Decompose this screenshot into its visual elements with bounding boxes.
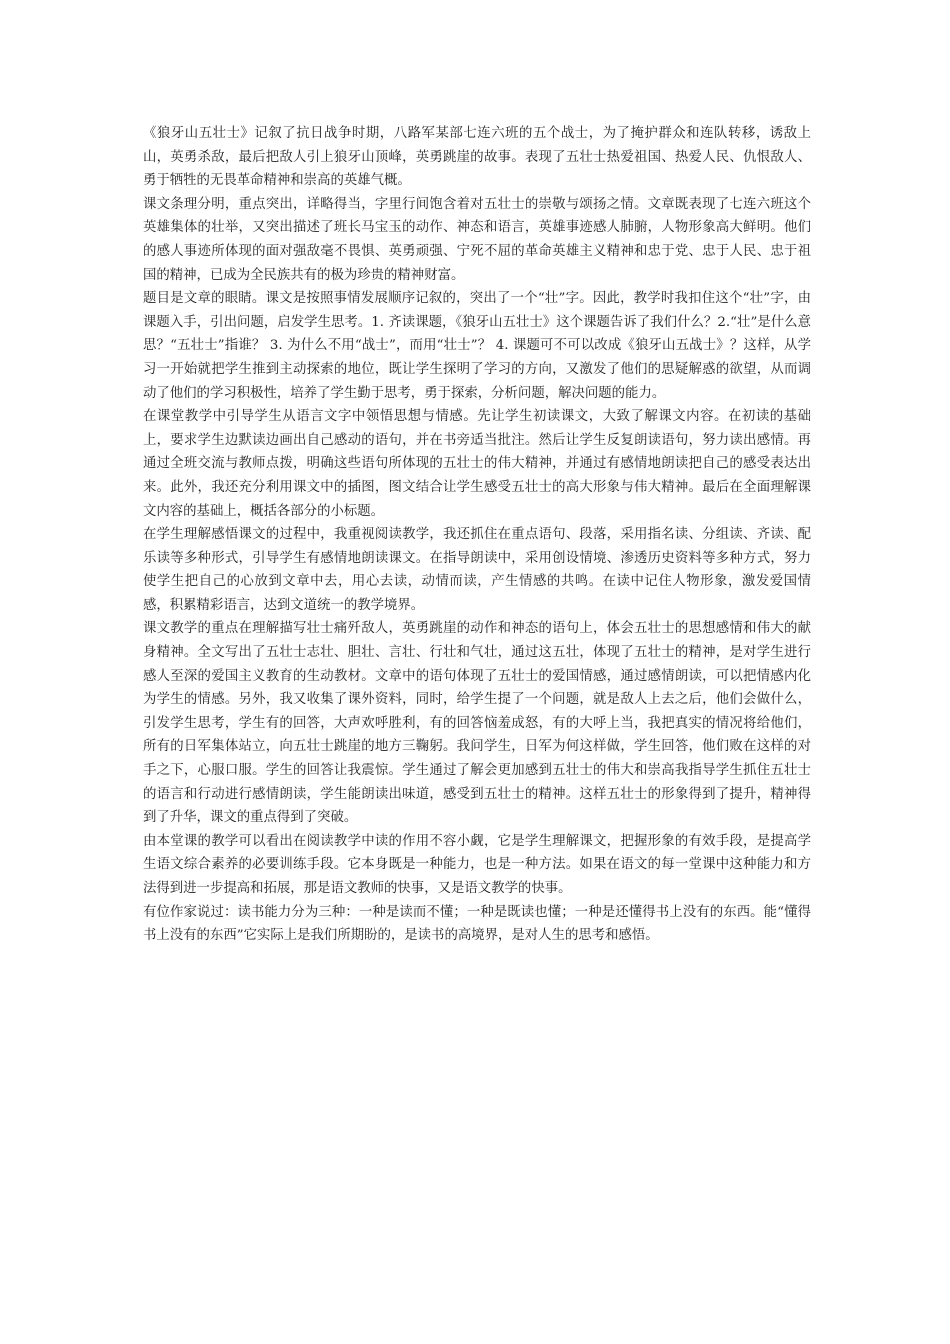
paragraph-reflection: 由本堂课的教学可以看出在阅读教学中读的作用不容小觑，它是学生理解课文，把握形象的有效手段，是提高学生语文综合素养的必要训练手段。它本身既是一种能力，也是一种方法。如果在语文的每一堂课中这种能力和方法得到进一步提高和拓展，那是语文教师的快事，又是语文教学的快事。 [143,833,811,896]
paragraph-intro: 《狼牙山五壮士》记叙了抗日战争时期，八路军某部七连六班的五个战士，为了掩护群众和连队转移，诱敌上山，英勇杀敌，最后把敌人引上狼牙山顶峰，英勇跳崖的故事。表现了五壮士热爱祖国、热爱人民、仇恨敌人、勇于牺牲的无畏革命精神和崇高的英雄气概。 [143,126,811,189]
document-body [143,122,811,948]
paragraph-structure: 课文条理分明，重点突出，详略得当，字里行间饱含着对五壮士的崇敬与颂扬之情。文章既表现了七连六班这个英雄集体的壮举，又突出描述了班长马宝玉的动作、神态和语言，英雄事迹感人肺腑，人物形象高大鲜明。他们的感人事迹所体现的面对强敌毫不畏惧、英勇顽强、宁死不屈的革命英雄主义精神和忠于党、忠于人民、忠于祖国的精神，已成为全民族共有的极为珍贵的精神财富。 [143,196,811,283]
paragraph-reading-instruction: 在学生理解感悟课文的过程中，我重视阅读教学，我还抓住在重点语句、段落，采用指名读、分组读、齐读、配乐读等多种形式，引导学生有感情地朗读课文。在指导朗读中，采用创设情境、渗透历史资料等多种方式，努力使学生把自己的心放到文章中去，用心去读，动情而读，产生情感的共鸣。在读中记住人物形象，激发爱国情感，积累精彩语言，达到文道统一的教学境界。 [143,527,811,613]
paragraph-title-analysis: 题目是文章的眼睛。课文是按照事情发展顺序记叙的，突出了一个“壮”字。因此，教学时我扣住这个“壮”字，由课题入手，引出问题，启发学生思考。1. 齐读课题，《狼牙山五壮士》这个课题告诉了我们什么？2.“壮”是什么意思？“五壮士”指谁？ 3. 为什么不用“战士”，而用“壮士”？ 4. 课题可不可以改成《狼牙山五战士》？这样，从学习一开始就把学生推到主动探索的地位，既让学生探明了学习的方向，又激发了他们的思疑解惑的欲望，从而调动了他们的学习积极性，培养了学生勤于思考，勇于探索，分析问题，解决问题的能力。 [143,291,811,401]
paragraph-key-points: 课文教学的重点在理解描写壮士痛歼敌人，英勇跳崖的动作和神态的语句上，体会五壮士的思想感情和伟大的献身精神。全文写出了五壮士志壮、胆壮、言壮、行壮和气壮，通过这五壮，体现了五壮士的精神，是对学生进行感人至深的爱国主义教育的生动教材。文章中的语句体现了五壮士的爱国情感，通过感情朗读，可以把情感内化为学生的情感。另外，我又收集了课外资料，同时，给学生提了一个问题，就是敌人上去之后，他们会做什么，引发学生思考，学生有的回答，大声欢呼胜利，有的回答恼羞成怒，有的大呼上当，我把真实的情况将给他们，所有的日军集体站立，向五壮士跳崖的地方三鞠躬。我问学生，日军为何这样做，学生回答，他们败在这样的对手之下，心服口服。学生的回答让我震惊。学生通过了解会更加感到五壮士的伟大和崇高我指导学生抓住五壮士的语言和行动进行感情朗读，学生能朗读出味道，感受到五壮士的精神。这样五壮士的形象得到了提升，精神得到了升华，课文的重点得到了突破。 [143,621,811,826]
paragraph-classroom-guidance: 在课堂教学中引导学生从语言文字中领悟思想与情感。先让学生初读课文，大致了解课文内容。在初读的基础上，要求学生边默读边画出自己感动的语句，并在书旁适当批注。然后让学生反复朗读语句，努力读出感情。再通过全班交流与教师点拨，明确这些语句所体现的五壮士的伟大精神，并通过有感情地朗读把自己的感受表达出来。此外，我还充分利用课文中的插图，图文结合让学生感受五壮士的高大形象与伟大精神。最后在全面理解课文内容的基础上，概括各部分的小标题。 [143,409,811,519]
paragraph-conclusion: 有位作家说过：读书能力分为三种：一种是读而不懂；一种是既读也懂；一种是还懂得书上没有的东西。能“懂得书上没有的东西”它实际上是我们所期盼的，是读书的高境界，是对人生的思考和感悟。 [143,904,811,944]
